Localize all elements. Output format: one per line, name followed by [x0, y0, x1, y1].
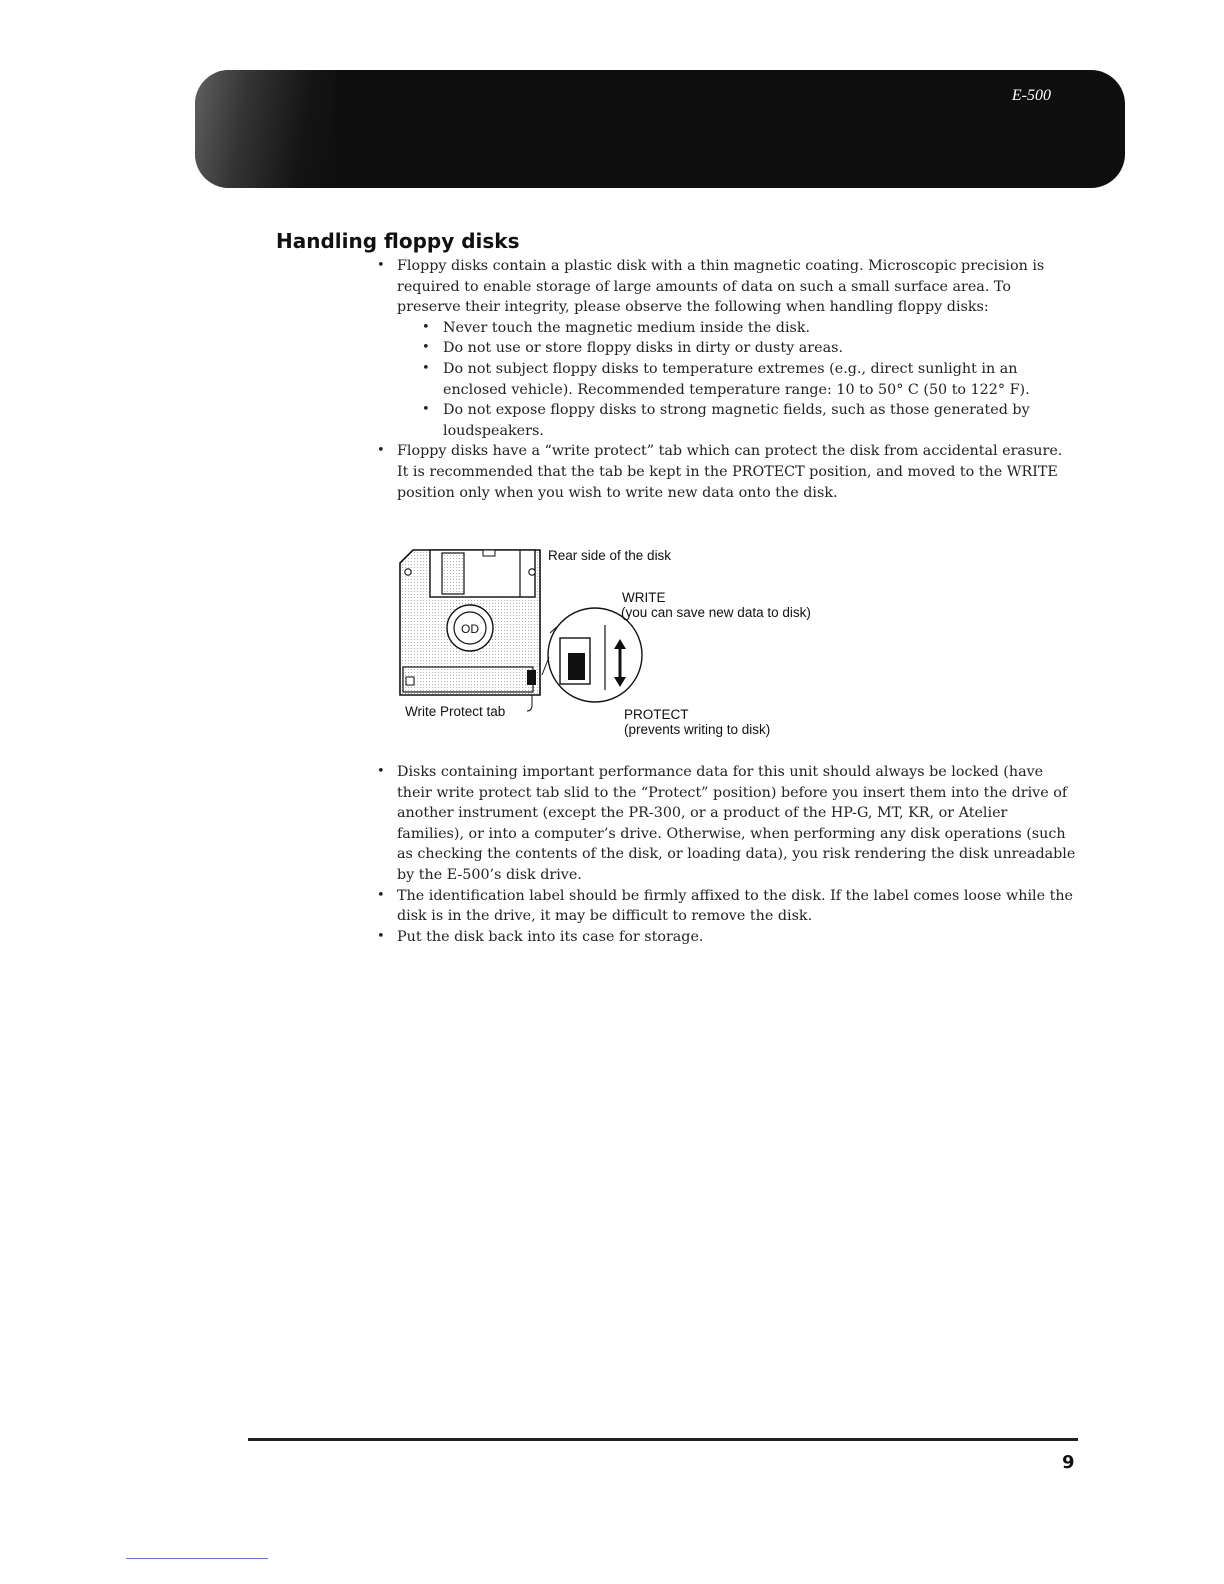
write-protect-tab-label: Write Protect tab: [405, 704, 506, 719]
header-band: [195, 70, 1125, 188]
storage-list: [376, 762, 1076, 947]
sub-list-item: • Never touch the magnetic medium inside the disk.: [397, 318, 1076, 339]
write-label: WRITE: [622, 590, 666, 605]
sub-list: [397, 318, 1076, 442]
sub-list-item: • Do not subject floppy disks to temperature extremes (e.g., direct sunlight in an enclosed vehicle). Recommended temperature range: 10 to 50° C (50 to 122° F).: [397, 359, 1076, 400]
intro-text: Floppy disks contain a plastic disk with a thin magnetic coating. Microscopic precision is required to enable storage of large amounts of data on such a small surface area. To preserve their integrity, please observe the following when handling floppy disks:: [397, 258, 1045, 316]
page-number: 9: [1062, 1452, 1075, 1473]
list-item: [376, 256, 1076, 441]
list-item: • Floppy disks have a “write protect” tab which can protect the disk from accidental erasure. It is recommended that the tab be kept in the PROTECT position, and moved to the WRITE position only when you wish to write new data onto the disk.: [376, 441, 1076, 503]
sub-list-item: • Do not use or store floppy disks in dirty or dusty areas.: [397, 338, 1076, 359]
svg-text:OD: OD: [461, 622, 479, 636]
list-item: • Disks containing important performance data for this unit should always be locked (have their write protect tab slid to the “Protect” position) before you insert them into the drive of another instrument (except the PR-300, or a product of the HP-G, MT, KR, or Atelier families), or into a computer’s drive. Otherwise, when performing any disk operations (such as checking the contents of the disk, or loading data), you risk rendering the disk unreadable by the E-500’s disk drive.: [376, 762, 1076, 886]
handling-list: [376, 256, 1076, 503]
footer-rule: [248, 1438, 1078, 1441]
protect-description: (prevents writing to disk): [624, 722, 771, 737]
list-item: • Put the disk back into its case for storage.: [376, 927, 1076, 948]
list-item: • The identification label should be firmly affixed to the disk. If the label comes loose while the disk is in the drive, it may be difficult to remove the disk.: [376, 886, 1076, 927]
link-underline: [126, 1558, 268, 1559]
model-name: E-500: [1011, 87, 1051, 104]
protect-label: PROTECT: [624, 707, 689, 722]
floppy-disk-diagram: [395, 545, 855, 745]
rear-side-label: Rear side of the disk: [548, 548, 672, 563]
section-title: Handling floppy disks: [276, 229, 520, 253]
write-description: (you can save new data to disk): [621, 605, 811, 620]
sub-list-item: • Do not expose floppy disks to strong magnetic fields, such as those generated by loudspeakers.: [397, 400, 1076, 441]
